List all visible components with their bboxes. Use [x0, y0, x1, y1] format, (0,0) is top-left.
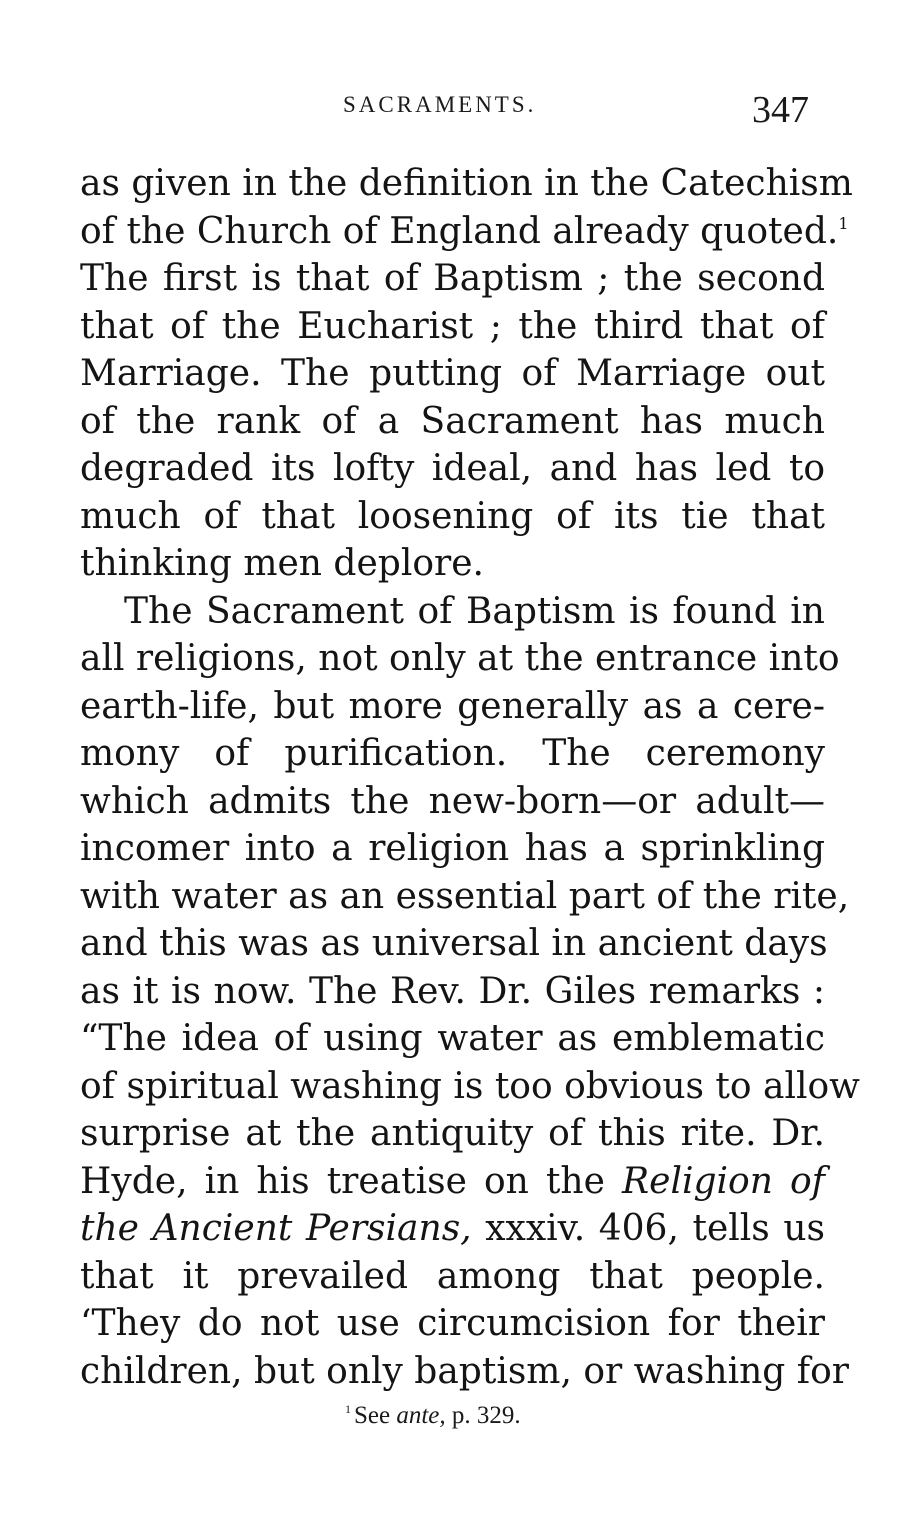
- text-line: the Ancient Persians, xxxiv. 406, tells us: [80, 1208, 825, 1249]
- text-line: of the rank of a Sacrament has much: [80, 400, 825, 442]
- footnote: [345, 1402, 521, 1430]
- text-line: degraded its lofty ideal, and has led to: [80, 448, 825, 489]
- footnote-reference: 1: [838, 213, 849, 233]
- text-line: incomer into a religion has a sprinkling: [80, 828, 825, 869]
- text-line: The Sacrament of Baptism is found in: [124, 590, 825, 632]
- text-line: and this was as universal in ancient days: [80, 923, 828, 964]
- book-title-italic: the Ancient Persians,: [80, 1208, 472, 1249]
- text-line: much of that loosening of its tie that: [80, 495, 825, 537]
- body-text: [80, 160, 860, 1395]
- page-number: 347: [752, 89, 809, 131]
- book-title-italic: Religion of: [622, 1160, 826, 1202]
- text-line: as given in the definition in the Catechism: [80, 163, 853, 204]
- text-line: thinking men deplore.: [80, 543, 484, 584]
- text-line: ‘They do not use circumcision for their: [80, 1303, 825, 1344]
- text-line: of the Church of England already quoted.$^1$: [80, 210, 849, 252]
- text-line: The first is that of Baptism ; the second: [80, 258, 825, 299]
- text-line: Marriage. The putting of Marriage out: [80, 353, 825, 394]
- text-line: all religions, not only at the entrance into: [80, 638, 840, 679]
- footnote-text: See: [354, 1402, 391, 1429]
- footnote-italic: ante,: [396, 1402, 446, 1429]
- footnote-page-ref: p. 329.: [451, 1402, 521, 1429]
- text-line: mony of purification. The ceremony: [80, 733, 825, 774]
- text-line: Hyde, in his treatise on the Religion of: [80, 1160, 826, 1202]
- text-line: earth-life, but more generally as a cere-: [80, 685, 825, 727]
- text-line: that it prevailed among that people.: [80, 1255, 825, 1297]
- text-line: which admits the new-born—or adult—: [80, 780, 825, 822]
- text-line: with water as an essential part of the rite,: [80, 875, 850, 917]
- text-line: “The idea of using water as emblematic: [80, 1018, 825, 1059]
- footnote-marker: 1: [345, 1402, 351, 1416]
- text-line: surprise at the antiquity of this rite. Dr.: [80, 1113, 825, 1154]
- text-line: children, but only baptism, or washing for: [80, 1350, 849, 1392]
- text-line: of spiritual washing is too obvious to allow: [80, 1065, 860, 1107]
- text-line: that of the Eucharist ; the third that of: [80, 305, 825, 347]
- text-line: as it is now. The Rev. Dr. Giles remarks :: [80, 970, 825, 1012]
- running-head: SACRAMENTS.: [343, 92, 537, 117]
